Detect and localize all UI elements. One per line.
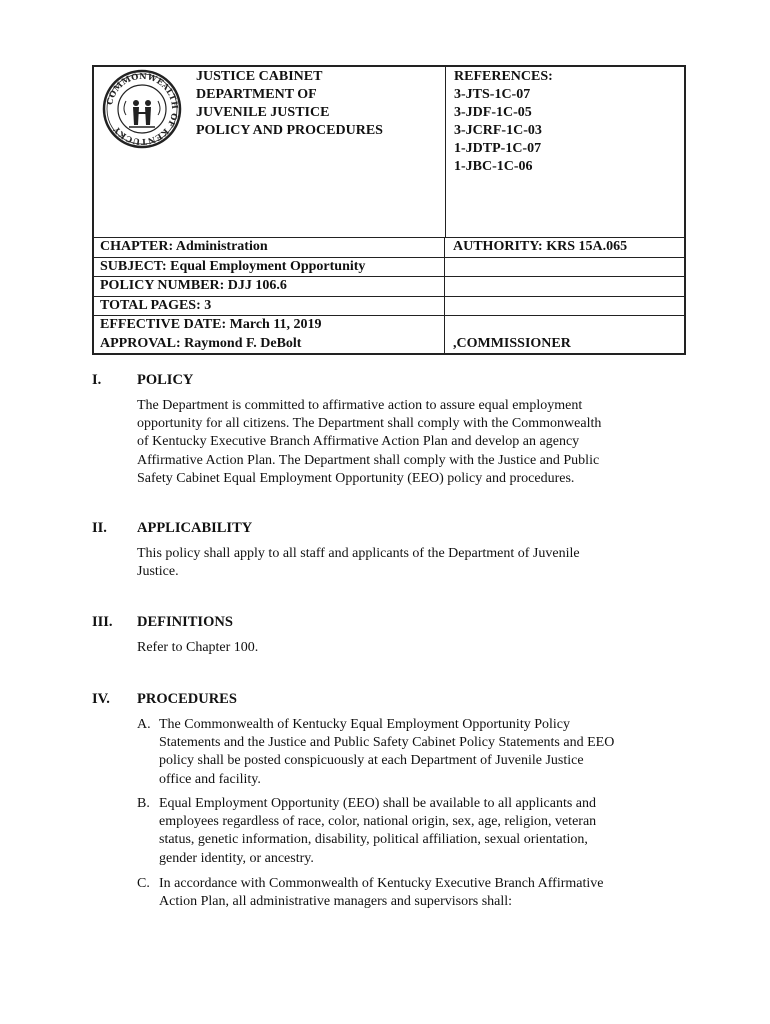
empty-cell (445, 316, 684, 335)
applicability-paragraph (137, 545, 677, 581)
text-line: policy shall be posted conspicuously at each Department of Juvenile Justice (159, 753, 584, 769)
text-line: Refer to Chapter 100. (137, 640, 259, 655)
org-line-1: JUSTICE CABINET (196, 69, 323, 84)
text-line: In accordance with Commonwealth of Kentucky Executive Branch Affirmative (159, 876, 604, 891)
section-title-policy: POLICY (137, 372, 194, 388)
text-line: Statements and the Justice and Public Safety Cabinet Policy Statements and EEO (159, 735, 615, 751)
section-title-definitions: DEFINITIONS (137, 614, 233, 630)
definitions-paragraph (137, 639, 677, 657)
section-title-applicability: APPLICABILITY (137, 520, 253, 536)
text-line: Equal Employment Opportunity (EEO) shall be available to all applicants and (159, 796, 596, 811)
section-number: IV. (92, 691, 110, 707)
chapter-field: CHAPTER: Administration (94, 238, 445, 257)
authority-field: AUTHORITY: KRS 15A.065 (453, 239, 628, 254)
meta-row-subject (94, 258, 684, 278)
header-top-row (94, 67, 684, 238)
text-line: opportunity for all citizens. The Department shall comply with the Commonwealth (137, 416, 602, 432)
section-number: II. (92, 520, 107, 536)
section-number: III. (92, 614, 113, 630)
org-line-3: JUVENILE JUSTICE (196, 105, 330, 120)
reference-item: 1-JBC-1C-06 (454, 159, 533, 174)
text-line: employees regardless of race, color, national origin, sex, age, religion, veteran (159, 814, 597, 830)
reference-item: 3-JDF-1C-05 (454, 105, 532, 120)
item-letter: C. (137, 876, 150, 891)
seal-text: COMMONWEALTH OF KENTUCKY (104, 70, 181, 148)
meta-row-chapter (94, 238, 684, 258)
subject-field: SUBJECT: Equal Employment Opportunity (94, 258, 445, 277)
org-line-4: POLICY AND PROCEDURES (196, 123, 383, 138)
commissioner-field: ,COMMISSIONER (453, 335, 571, 351)
text-line: of Kentucky Executive Branch Affirmative Action Plan and develop an agency (137, 434, 580, 450)
reference-item: 1-JDTP-1C-07 (454, 141, 542, 156)
text-line: Justice. (137, 564, 179, 580)
empty-cell (445, 258, 684, 277)
policy-number-field: POLICY NUMBER: DJJ 106.6 (94, 277, 445, 296)
text-line: This policy shall apply to all staff and applicants of the Department of Juvenile (137, 546, 580, 561)
meta-row-total-pages (94, 297, 684, 317)
approval-field: APPROVAL: Raymond F. DeBolt (94, 335, 445, 354)
text-line: status, genetic information, disability, political affiliation, sexual orientation, (159, 832, 588, 848)
section-number: I. (92, 372, 102, 388)
effective-date-field: EFFECTIVE DATE: March 11, 2019 (94, 316, 445, 335)
references-label: REFERENCES: (454, 69, 553, 84)
procedure-item-b (137, 795, 677, 868)
kentucky-seal-icon (102, 69, 182, 149)
total-pages-field: TOTAL PAGES: 3 (94, 297, 445, 316)
section-title-procedures: PROCEDURES (137, 691, 237, 707)
procedure-item-a (137, 716, 677, 789)
reference-item: 3-JCRF-1C-03 (454, 123, 542, 138)
reference-item: 3-JTS-1C-07 (454, 87, 531, 102)
org-title-block (196, 68, 383, 140)
policy-paragraph (137, 397, 677, 488)
text-line: office and facility. (159, 771, 261, 787)
text-line: Safety Cabinet Equal Employment Opportunity (EEO) policy and procedures. (137, 470, 575, 486)
meta-row-policy-number (94, 277, 684, 297)
org-line-2: DEPARTMENT OF (196, 87, 317, 102)
policy-header-table (92, 65, 686, 355)
empty-cell (445, 297, 684, 316)
meta-row-approval (94, 335, 684, 354)
text-line: The Commonwealth of Kentucky Equal Employment Opportunity Policy (159, 717, 570, 732)
text-line: The Department is committed to affirmative action to assure equal employment (137, 398, 583, 413)
item-letter: A. (137, 717, 151, 732)
text-line: gender identity, or ancestry. (159, 850, 314, 866)
procedure-item-c (137, 875, 677, 911)
text-line: Affirmative Action Plan. The Department shall comply with the Justice and Public (137, 452, 600, 468)
empty-cell (445, 277, 684, 296)
header-org-cell (94, 67, 446, 237)
text-line: Action Plan, all administrative managers and supervisors shall: (159, 894, 513, 910)
item-letter: B. (137, 796, 150, 811)
meta-row-effective-date (94, 316, 684, 335)
references-cell (446, 67, 684, 237)
